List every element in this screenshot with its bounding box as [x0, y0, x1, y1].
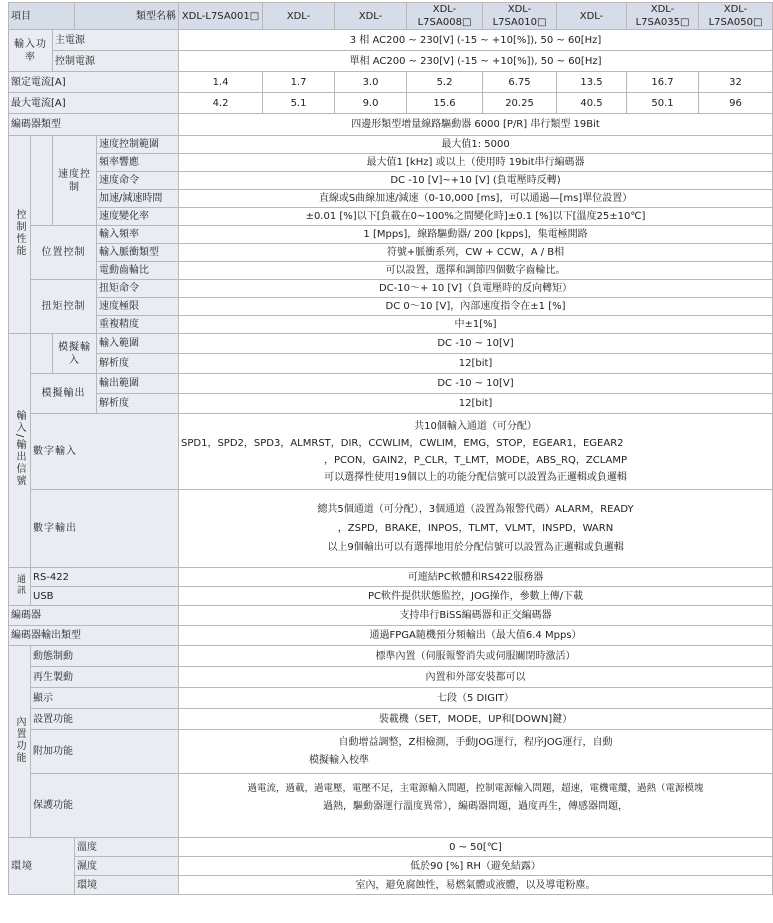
analog-input-row — [9, 334, 773, 354]
rated-current-row — [9, 72, 773, 93]
digital-output-value: 總共5個通道（可分配），3個通道（設置為報警代碼）ALARM，READY ，ZSPD，BRAKE，INPOS，TLMT，VLMT，INSPD，WARN 以上9個輸出可以有選擇地用於分配信號可以設置為正邏輯或負邏輯 — [179, 490, 773, 568]
environment-value: 低於90 [%] RH（避免結露） — [179, 857, 773, 876]
control-power-label: 控制電源 — [53, 51, 179, 72]
built-in-sub-label: 顯示 — [31, 688, 179, 709]
digital-input-label: 數字輸入 — [31, 414, 179, 490]
io-signal-label: 輸入/輸出信號 — [9, 334, 31, 568]
model-header: XDL- — [263, 3, 335, 30]
additional-function-label: 附加功能 — [31, 730, 179, 774]
analog-input-row — [9, 354, 773, 374]
built-in-label: 內置功能 — [9, 646, 31, 838]
encoder-output-label: 編碼器輸出類型 — [9, 626, 179, 646]
protection-function-value: 過電流，過載，過電壓，電壓不足，主電源輸入問題，控制電源輸入問題，超速，電機電纜，過熱（電源模塊 過熱，驅動器運行溫度異常），編碼器問題，過度再生，傳感器問題， — [179, 774, 773, 838]
badge-icon: □ — [461, 17, 472, 28]
usb-label: USB — [31, 587, 179, 606]
position-control-sub-label: 電動齒輪比 — [97, 262, 179, 280]
rated-current-cell: 1.7 — [263, 72, 335, 93]
environment-sub-label: 溫度 — [75, 838, 179, 857]
environment-row — [9, 838, 773, 857]
model-header: XDL-L7SA050□ — [699, 3, 773, 30]
input-power-main-row — [9, 30, 773, 51]
max-current-label: 最大電流[A] — [9, 93, 179, 114]
model-header: XDL-L7SA008□ — [407, 3, 483, 30]
badge-icon: □ — [536, 17, 547, 28]
encoder-label: 編碼器 — [9, 606, 179, 626]
rated-current-cell: 16.7 — [627, 72, 699, 93]
built-in-value: 裝載機（SET，MODE，UP和[DOWN]鍵） — [179, 709, 773, 730]
encoder-value: 支持串行BiSS編碼器和正交編碼器 — [179, 606, 773, 626]
speed-control-row — [9, 154, 773, 172]
additional-function-value: 自動增益調整，Z相檢測，手動JOG運行，程序JOG運行，自動 模擬輸入校準 — [179, 730, 773, 774]
encoder-type-value: 四邊形類型增量線路驅動器 6000 [P/R] 串行類型 19Bit — [179, 114, 773, 136]
position-control-value: 符號+脈衝系列，CW + CCW，A / B相 — [179, 244, 773, 262]
analog-input-value: 12[bit] — [179, 354, 773, 374]
encoder-output-value: 通過FPGA隨機預分頻輸出（最大值6.4 Mpps） — [179, 626, 773, 646]
rs422-row — [9, 568, 773, 587]
badge-icon: □ — [752, 17, 763, 28]
position-control-row — [9, 226, 773, 244]
built-in-row — [9, 709, 773, 730]
rated-current-label: 額定電流[A] — [9, 72, 179, 93]
built-in-row — [9, 688, 773, 709]
environment-value: 0 ~ 50[℃] — [179, 838, 773, 857]
digital-output-label: 數字輸出 — [31, 490, 179, 568]
speed-control-value: ±0.01 [%]以下[負載在0~100%之間變化時]±0.1 [%]以下[溫度25±10℃] — [179, 208, 773, 226]
torque-control-row — [9, 298, 773, 316]
speed-control-row — [9, 190, 773, 208]
max-current-cell: 20.25 — [483, 93, 557, 114]
rated-current-cell: 32 — [699, 72, 773, 93]
usb-row — [9, 587, 773, 606]
built-in-value: 七段（5 DIGIT） — [179, 688, 773, 709]
digital-input-row — [9, 414, 773, 490]
model-name-header: 類型名稱 — [75, 3, 179, 30]
rs422-label: RS-422 — [31, 568, 179, 587]
speed-control-value: 直線或S曲線加速/減速（0-10,000 [ms]，可以通過—[ms]單位設置） — [179, 190, 773, 208]
rs422-value: 可連結PC軟體和RS422服務器 — [179, 568, 773, 587]
speed-control-sub-label: 速度命令 — [97, 172, 179, 190]
analog-input-value: DC -10 ~ 10[V] — [179, 334, 773, 354]
torque-control-sub-label: 扭矩命令 — [97, 280, 179, 298]
environment-row — [9, 876, 773, 895]
max-current-cell: 96 — [699, 93, 773, 114]
encoder-row — [9, 606, 773, 626]
speed-control-value: 最大值1 [kHz] 或以上（使用時 19bit串行編碼器 — [179, 154, 773, 172]
encoder-type-row — [9, 114, 773, 136]
analog-output-label: 模擬輸出 — [31, 374, 97, 414]
item-header: 項目 — [9, 3, 75, 30]
input-power-control-row — [9, 51, 773, 72]
analog-output-value: 12[bit] — [179, 394, 773, 414]
input-power-label: 輸入功率 — [9, 30, 53, 72]
speed-control-row — [9, 136, 773, 154]
torque-control-value: 中±1[%] — [179, 316, 773, 334]
analog-input-sub-label: 輸入範圍 — [97, 334, 179, 354]
rated-current-cell: 3.0 — [335, 72, 407, 93]
control-power-value: 單相 AC200 ~ 230[V] (-15 ~ +10[%]), 50 ~ 60[Hz] — [179, 51, 773, 72]
built-in-row — [9, 667, 773, 688]
rated-current-cell: 5.2 — [407, 72, 483, 93]
model-header: XDL- — [557, 3, 627, 30]
built-in-value: 內置和外部安裝都可以 — [179, 667, 773, 688]
built-in-value: 標準內置（伺服報警消失或伺服關閉時激活） — [179, 646, 773, 667]
speed-control-value: DC -10 [V]~+10 [V] (負電壓時反轉) — [179, 172, 773, 190]
spec-table — [8, 2, 773, 895]
max-current-cell: 40.5 — [557, 93, 627, 114]
environment-sub-label: 環境 — [75, 876, 179, 895]
protection-function-row — [9, 774, 773, 838]
encoder-output-row — [9, 626, 773, 646]
analog-input-sub-label: 解析度 — [97, 354, 179, 374]
max-current-cell: 50.1 — [627, 93, 699, 114]
model-header: XDL- — [335, 3, 407, 30]
badge-icon: □ — [679, 17, 690, 28]
speed-control-sub-label: 速度變化率 — [97, 208, 179, 226]
additional-function-row — [9, 730, 773, 774]
position-control-label: 位置控制 — [31, 226, 97, 280]
analog-output-value: DC -10 ~ 10[V] — [179, 374, 773, 394]
speed-control-sub-label: 速度控制範圍 — [97, 136, 179, 154]
position-control-sub-label: 輸入頻率 — [97, 226, 179, 244]
environment-label: 環境 — [9, 838, 75, 895]
position-control-row — [9, 244, 773, 262]
torque-control-value: DC-10～+ 10 [V]（負電壓時的反向轉矩） — [179, 280, 773, 298]
analog-output-row — [9, 394, 773, 414]
encoder-type-label: 編碼器類型 — [9, 114, 179, 136]
built-in-sub-label: 動態制動 — [31, 646, 179, 667]
speed-control-value: 最大值1: 5000 — [179, 136, 773, 154]
main-power-label: 主電源 — [53, 30, 179, 51]
max-current-cell: 9.0 — [335, 93, 407, 114]
environment-value: 室內，避免腐蝕性，易燃氣體或液體，以及導電粉塵。 — [179, 876, 773, 895]
environment-sub-label: 濕度 — [75, 857, 179, 876]
analog-output-row — [9, 374, 773, 394]
speed-control-row — [9, 172, 773, 190]
rated-current-cell: 1.4 — [179, 72, 263, 93]
built-in-row — [9, 646, 773, 667]
communication-label: 通訊 — [9, 568, 31, 606]
header-row — [9, 3, 773, 30]
position-control-value: 1 [Mpps]，線路驅動器/ 200 [kpps]，集電極開路 — [179, 226, 773, 244]
protection-function-label: 保護功能 — [31, 774, 179, 838]
built-in-sub-label: 設置功能 — [31, 709, 179, 730]
torque-control-row — [9, 316, 773, 334]
analog-input-label: 模擬輸入 — [53, 334, 97, 374]
speed-control-sub-label: 頻率響應 — [97, 154, 179, 172]
torque-control-sub-label: 速度極限 — [97, 298, 179, 316]
usb-value: PC軟件提供狀態監控，JOG操作，參數上傳/下載 — [179, 587, 773, 606]
main-power-value: 3 相 AC200 ~ 230[V] (-15 ~ +10[%]), 50 ~ 60[Hz] — [179, 30, 773, 51]
max-current-cell: 15.6 — [407, 93, 483, 114]
analog-output-sub-label: 解析度 — [97, 394, 179, 414]
model-header: XDL-L7SA035□ — [627, 3, 699, 30]
analog-output-sub-label: 輸出範圍 — [97, 374, 179, 394]
position-control-sub-label: 輸入脈衝類型 — [97, 244, 179, 262]
rated-current-cell: 6.75 — [483, 72, 557, 93]
rated-current-cell: 13.5 — [557, 72, 627, 93]
digital-output-row — [9, 490, 773, 568]
digital-input-value: 共10個輸入通道（可分配） SPD1，SPD2，SPD3，ALMRST，DIR，CCWLIM，CWLIM，EMG，STOP，EGEAR1，EGEAR2 ，PCON，GAIN2，P_CLR，T_LMT，MODE，ABS_RQ，ZCLAMP 可以選擇性使用19個以上的功能分配信號可以設置為正邏輯或負邏輯 — [179, 414, 773, 490]
speed-control-label: 速度控制 — [53, 136, 97, 226]
badge-icon: □ — [249, 10, 260, 22]
model-header: XDL-L7SA010□ — [483, 3, 557, 30]
max-current-cell: 5.1 — [263, 93, 335, 114]
position-control-row — [9, 262, 773, 280]
torque-control-sub-label: 重複精度 — [97, 316, 179, 334]
position-control-value: 可以設置，選擇和調節四個數字齒輪比。 — [179, 262, 773, 280]
control-performance-label: 控制性能 — [9, 136, 31, 334]
torque-control-label: 扭矩控制 — [31, 280, 97, 334]
max-current-row — [9, 93, 773, 114]
model-header: XDL-L7SA001□ — [179, 3, 263, 30]
built-in-sub-label: 再生製動 — [31, 667, 179, 688]
environment-row — [9, 857, 773, 876]
speed-control-sub-label: 加速/減速時間 — [97, 190, 179, 208]
torque-control-value: DC 0～10 [V]，內部速度指令在±1 [%] — [179, 298, 773, 316]
speed-control-row — [9, 208, 773, 226]
max-current-cell: 4.2 — [179, 93, 263, 114]
torque-control-row — [9, 280, 773, 298]
